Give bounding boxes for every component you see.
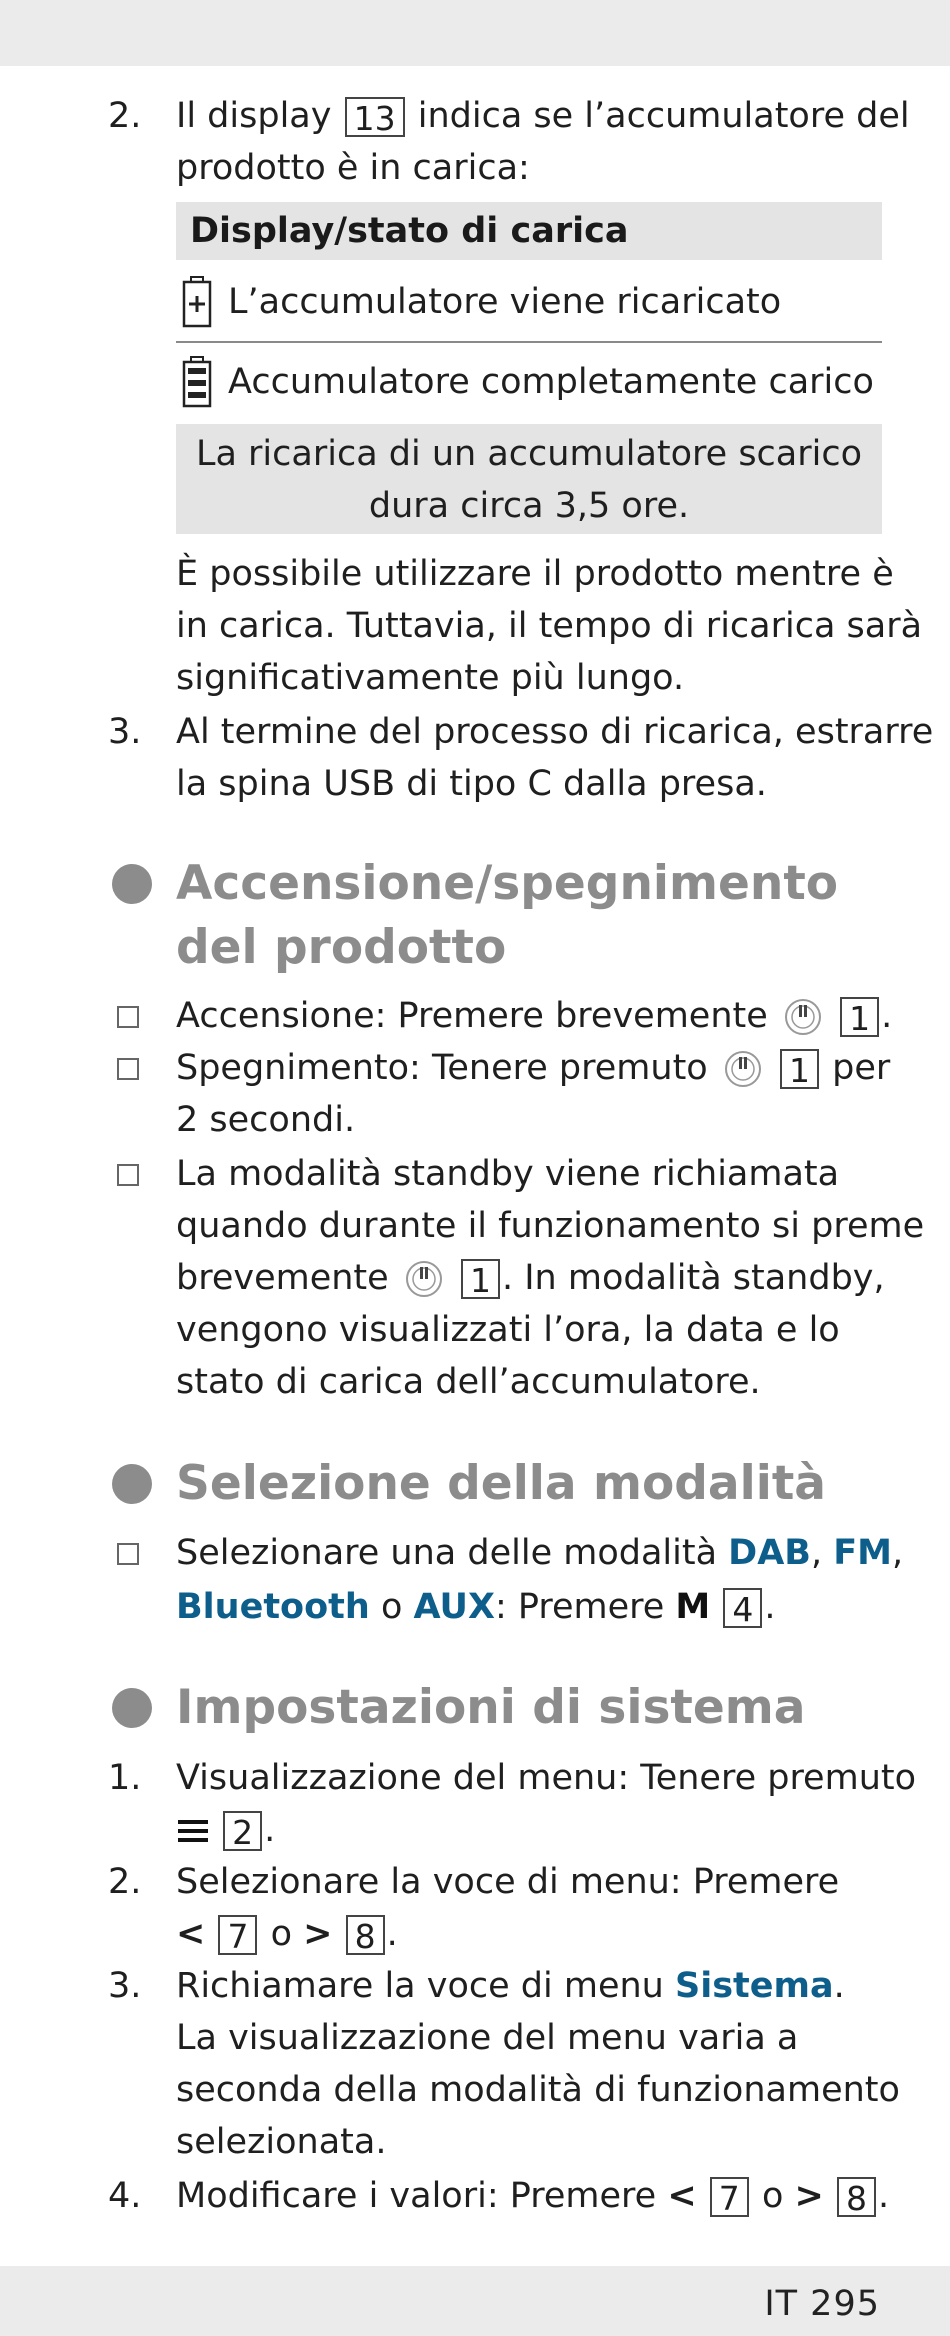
section-heading-power: Accensione/spegnimento xyxy=(176,856,839,911)
mode-bluetooth: Bluetooth xyxy=(176,1587,370,1627)
step-number: 4. xyxy=(108,2176,142,2216)
text: . xyxy=(877,2176,890,2216)
step-number: 2. xyxy=(108,1862,142,1902)
section-bullet-icon xyxy=(112,864,152,904)
table-row-charging xyxy=(176,272,882,332)
checkbox-bullet-icon xyxy=(117,1006,139,1028)
power-item-3-line-5: stato di carica dell’accumulatore. xyxy=(176,1362,761,1402)
section-heading-mode: Selezione della modalità xyxy=(176,1456,827,1511)
power-button-icon xyxy=(783,997,823,1037)
step-2-line-2: prodotto è in carica: xyxy=(176,148,530,188)
mode-aux: AUX xyxy=(413,1587,495,1627)
text: Modificare i valori: Premere xyxy=(176,2176,657,2216)
right-arrow-icon: > xyxy=(303,1914,333,1954)
mode-line-1 xyxy=(176,1533,903,1573)
menu-icon xyxy=(176,1814,210,1848)
reference-box-8: 8 xyxy=(837,2177,876,2217)
top-bar xyxy=(0,0,950,66)
checkbox-bullet-icon xyxy=(117,1058,139,1080)
text: . xyxy=(881,996,893,1036)
text: Il display xyxy=(176,96,332,136)
text: o xyxy=(380,1587,403,1627)
note-line: dura circa 3,5 ore. xyxy=(368,486,690,526)
row-label: L’accumulatore viene ricaricato xyxy=(228,282,782,322)
system-step-1-line-2 xyxy=(176,1810,275,1851)
left-arrow-icon: < xyxy=(176,1914,206,1954)
menu-item-sistema: Sistema xyxy=(675,1966,834,2006)
system-step-3-line-2: La visualizzazione del menu varia a xyxy=(176,2018,799,2058)
power-item-2 xyxy=(176,1048,890,1089)
text: Selezionare una delle modalità xyxy=(176,1533,718,1573)
text: Spegnimento: Tenere premuto xyxy=(176,1048,708,1088)
system-step-4-line-1 xyxy=(176,2176,889,2217)
power-button-icon xyxy=(404,1259,444,1299)
paragraph-line: in carica. Tuttavia, il tempo di ricarica sarà xyxy=(176,606,923,646)
reference-box-4: 4 xyxy=(723,1588,762,1628)
power-item-3-line-3 xyxy=(176,1258,885,1299)
reference-box-2: 2 xyxy=(223,1811,262,1851)
section-bullet-icon xyxy=(112,1688,152,1728)
text: o xyxy=(270,1914,293,1954)
mode-button-m: M xyxy=(675,1587,711,1627)
power-item-2-line-2: 2 secondi. xyxy=(176,1100,356,1140)
power-item-3-line-4: vengono visualizzati l’ora, la data e lo xyxy=(176,1310,840,1350)
step-3-line-2: la spina USB di tipo C dalla presa. xyxy=(176,764,767,804)
step-number: 3. xyxy=(108,1966,142,2006)
paragraph-line: significativamente più lungo. xyxy=(176,658,685,698)
table-note xyxy=(176,424,882,534)
reference-box-7: 7 xyxy=(710,2177,749,2217)
note-line: La ricarica di un accumulatore scarico xyxy=(195,434,863,474)
text: per xyxy=(832,1048,891,1088)
system-step-3-line-4: selezionata. xyxy=(176,2122,387,2162)
power-item-3-line-1: La modalità standby viene richiamata xyxy=(176,1154,840,1194)
paragraph-line: È possibile utilizzare il prodotto mentre è xyxy=(176,554,894,594)
section-heading-system: Impostazioni di sistema xyxy=(176,1680,806,1735)
text: brevemente xyxy=(176,1258,389,1298)
text: o xyxy=(761,2176,784,2216)
power-item-1 xyxy=(176,996,892,1037)
system-step-1-line-1: Visualizzazione del menu: Tenere premuto xyxy=(176,1758,917,1798)
step-2-line-1 xyxy=(176,96,910,137)
mode-dab: DAB xyxy=(728,1533,811,1573)
page-footer xyxy=(0,2266,950,2336)
checkbox-bullet-icon xyxy=(117,1164,139,1186)
section-bullet-icon xyxy=(112,1464,152,1504)
battery-charging-icon xyxy=(182,276,212,328)
battery-full-icon xyxy=(182,356,212,408)
text: . xyxy=(264,1810,276,1850)
text: , xyxy=(892,1533,904,1573)
mode-fm: FM xyxy=(833,1533,893,1573)
table-header: Display/stato di carica xyxy=(176,202,882,260)
step-3-line-1: Al termine del processo di ricarica, estrarre xyxy=(176,712,934,752)
checkbox-bullet-icon xyxy=(117,1543,139,1565)
table-row-full xyxy=(176,352,882,412)
text: , xyxy=(810,1533,823,1573)
text: . xyxy=(386,1914,398,1954)
reference-box-1: 1 xyxy=(840,997,879,1037)
reference-box-8: 8 xyxy=(346,1915,385,1955)
system-step-2-line-1: Selezionare la voce di menu: Premere xyxy=(176,1862,840,1902)
system-step-3-line-3: seconda della modalità di funzionamento xyxy=(176,2070,900,2110)
reference-box-1: 1 xyxy=(461,1259,500,1299)
text: : Premere xyxy=(494,1587,665,1627)
text: Richiamare la voce di menu xyxy=(176,1966,664,2006)
text: indica se l’accumulatore del xyxy=(417,96,910,136)
step-number: 2. xyxy=(108,96,142,136)
reference-box-1: 1 xyxy=(780,1049,819,1089)
power-button-icon xyxy=(723,1049,763,1089)
system-step-2-line-2 xyxy=(176,1914,398,1955)
section-heading-power-cont: del prodotto xyxy=(176,920,507,975)
step-number: 1. xyxy=(108,1758,142,1798)
text: . In modalità standby, xyxy=(501,1258,885,1298)
page-number: IT 295 xyxy=(764,2284,880,2324)
mode-line-2 xyxy=(176,1587,776,1628)
reference-box-7: 7 xyxy=(218,1915,257,1955)
table-divider xyxy=(176,341,882,343)
power-item-3-line-2: quando durante il funzionamento si preme xyxy=(176,1206,925,1246)
left-arrow-icon: < xyxy=(667,2176,697,2216)
reference-box-13: 13 xyxy=(345,97,405,137)
system-step-3-line-1 xyxy=(176,1966,845,2006)
text: Accensione: Premere brevemente xyxy=(176,996,768,1036)
step-number: 3. xyxy=(108,712,142,752)
text: . xyxy=(764,1587,776,1627)
row-label: Accumulatore completamente carico xyxy=(228,362,874,402)
text: . xyxy=(833,1966,845,2006)
right-arrow-icon: > xyxy=(794,2176,824,2216)
